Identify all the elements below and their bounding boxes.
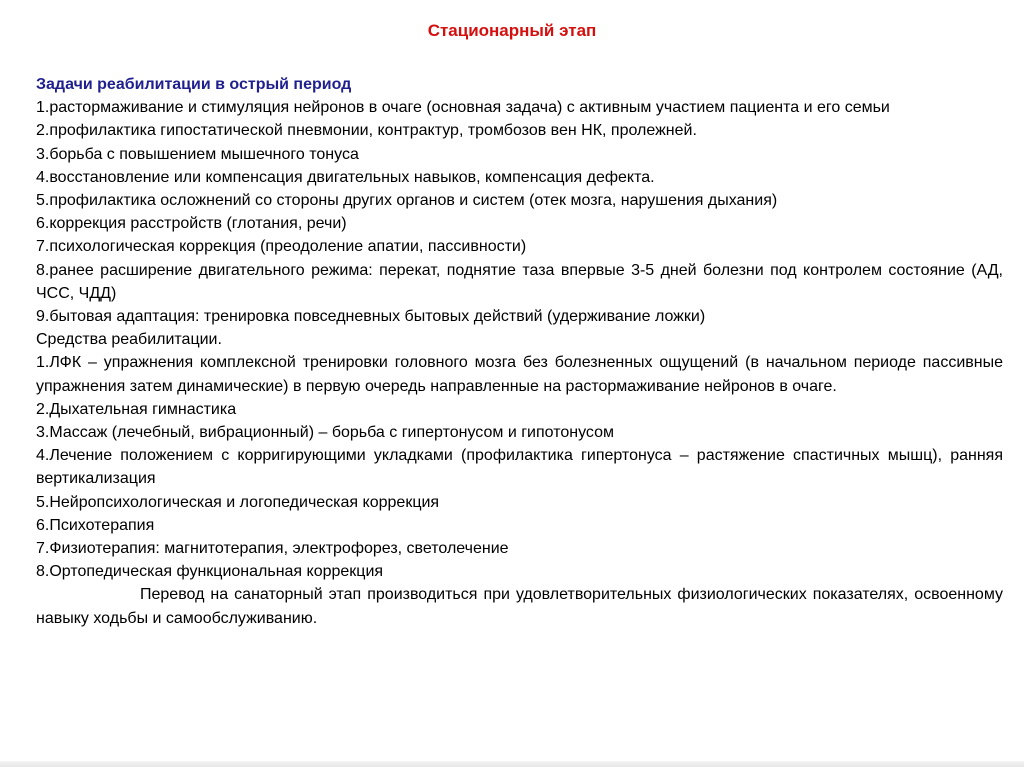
task-item-3: 3.борьба с повышением мышечного тонуса [36, 145, 359, 163]
means-item-5: 5.Нейропсихологическая и логопедическая коррекция [36, 493, 440, 511]
task-item-4: 4.восстановление или компенсация двигательных навыков, компенсация дефекта. [36, 168, 655, 186]
task-item-7: 7.психологическая коррекция (преодоление апатии, пассивности) [36, 238, 527, 256]
slide-bottom-border [0, 761, 1024, 767]
means-item-1: 1.ЛФК – упражнения комплексной тренировки головного мозга без болезненных ощущений (в начальном периоде пассивные упражнения затем динамические) в первую очередь направленные на растормаживание нейронов в очаге. [36, 354, 1003, 395]
task-item-1: 1.растормаживание и стимуляция нейронов в очаге (основная задача) с активным участием пациента и его семьи [36, 99, 890, 117]
task-item-5: 5.профилактика осложнений со стороны других органов и систем (отек мозга, нарушения дыхания) [36, 192, 778, 210]
means-item-8: 8.Ортопедическая функциональная коррекция [36, 563, 384, 581]
means-heading: Средства реабилитации. [36, 331, 222, 349]
means-item-3: 3.Массаж (лечебный, вибрационный) – борьба с гипертонусом и гипотонусом [36, 424, 614, 442]
tasks-heading: Задачи реабилитации в острый период [36, 76, 352, 93]
slide-title: Стационарный этап [427, 21, 597, 40]
means-item-4: 4.Лечение положением с корригирующими укладками (профилактика гипертонуса – растяжение спастичных мышц), ранняя вертикализация [36, 447, 1003, 488]
slide-content [36, 73, 1003, 630]
task-item-2: 2.профилактика гипостатической пневмонии, контрактур, тромбозов вен НК, пролежней. [36, 122, 697, 140]
task-item-9: 9.бытовая адаптация: тренировка повседневных бытовых действий (удерживание ложки) [36, 308, 706, 326]
conclusion-paragraph: Перевод на санаторный этап производиться при удовлетворительных физиологических показателях, освоенному навыку ходьбы и самообслуживанию. [36, 586, 1003, 627]
means-item-2: 2.Дыхательная гимнастика [36, 400, 237, 418]
means-item-7: 7.Физиотерапия: магнитотерапия, электрофорез, светолечение [36, 540, 509, 558]
task-item-8: 8.ранее расширение двигательного режима: перекат, поднятие таза впервые 3-5 дней болезни под контролем состояние (АД, ЧСС, ЧДД) [36, 261, 1003, 302]
means-item-6: 6.Психотерапия [36, 516, 155, 534]
task-item-6: 6.коррекция расстройств (глотания, речи) [36, 215, 347, 233]
